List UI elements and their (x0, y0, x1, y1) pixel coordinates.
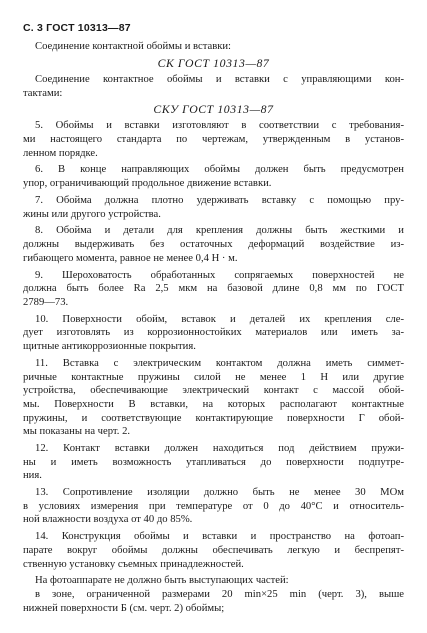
text-line: ственную установку съемных принадлежностей. (23, 558, 244, 570)
clause-8 (23, 224, 404, 265)
designation-cku: СКУ ГОСТ 10313—87 (153, 103, 274, 117)
clause-7 (23, 194, 404, 221)
text-line: должны выдерживать без остаточных деформаций воздействие из- (23, 239, 404, 251)
clause-6 (23, 163, 404, 190)
text-line: жины или другого устройства. (23, 208, 161, 220)
text-line: 7. Обойма должна плотно удерживать вставку с помощью пру- (35, 194, 404, 206)
text-line: 14. Конструкция обоймы и вставки и пространство на фотоап- (35, 531, 404, 543)
text-line: пружины, и соответствующие контактирующие поверхности Г обой- (23, 412, 404, 424)
text-line: 10. Поверхности обойм, вставок и деталей их крепления сле- (35, 313, 404, 325)
clause-5 (23, 119, 404, 160)
text-line: мы показаны на черт. 2. (23, 426, 131, 438)
text-line: нижней поверхности Б (см. черт. 2) обоймы; (23, 602, 225, 614)
text-line: дует изготовлять из коррозионностойких материалов или иметь за- (23, 327, 404, 339)
text-line: 6. В конце направляющих обоймы должен быть предусмотрен (35, 164, 404, 176)
text-line: 11. Вставка с электрическим контактом должна иметь симмет- (35, 357, 404, 369)
page-header: С. 3 ГОСТ 10313—87 (23, 22, 131, 34)
text-line: На фотоаппарате не должно быть выступающих частей: (35, 575, 289, 587)
text-line: 12. Контакт вставки должен находиться под действием пружи- (35, 443, 404, 455)
text-line: должна быть более Ra 2,5 мкм на базовой длине 0,8 мм по ГОСТ (23, 283, 404, 295)
text-line: ны и иметь возможность утапливаться до поверхности подпутре- (23, 456, 404, 468)
text-line: ной влажности воздуха от 40 до 85%. (23, 514, 193, 526)
clause-9 (23, 269, 404, 310)
text-line: в условиях измерения при температуре от 0 до 40°С и относитель- (23, 500, 404, 512)
text-line: мы. Поверхности В вставки, на которых располагают контактные (23, 398, 404, 410)
text-line: 2789—73. (23, 296, 69, 308)
text-line: 5. Обоймы и вставки изготовляют в соответствии с требования- (35, 120, 404, 132)
clause-12 (23, 442, 404, 483)
text-line: упор, ограничивающий продольное движение вставки. (23, 178, 272, 190)
clause-14 (23, 530, 404, 571)
clause-13 (23, 486, 404, 527)
text-line: щитные антикоррозионные покрытия. (23, 341, 196, 353)
text-line: устройства, обеспечивающие электрический контакт с массой обой- (23, 385, 404, 397)
designation-ck: СК ГОСТ 10313—87 (157, 56, 270, 70)
text-line: 9. Шероховатость обработанных сопрягаемых поверхностей не (35, 269, 404, 281)
text-line: Соединение контактной обоймы и вставки: (35, 41, 232, 52)
text-line: тактами: (23, 87, 63, 99)
text-line: 8. Обойма и детали для крепления должны быть жесткими и (35, 225, 404, 237)
text-line: ми настоящего стандарта по чертежам, утвержденным в установ- (23, 134, 404, 145)
paragraph-connection-1 (23, 40, 404, 54)
text-line: парате вокруг обоймы должны обеспечивать легкую и беспрепят- (23, 544, 404, 556)
text-line: в зоне, ограниченной размерами 20 min×25 min (черт. 3), выше (35, 589, 404, 601)
paragraph-connection-2 (23, 73, 404, 100)
text-line: 13. Сопротивление изоляции должно быть не менее 30 МОм (35, 487, 404, 499)
clause-11 (23, 357, 404, 439)
text-line: ричные контактные пружины силой не менее 1 Н или другие (23, 371, 404, 383)
text-line: Соединение контактное обоймы и вставки с управляющими кон- (35, 73, 404, 85)
text-line: ния. (23, 470, 42, 482)
clause-10 (23, 313, 404, 354)
text-line: гибающего момента, равное не менее 0,4 Н · м. (23, 252, 238, 264)
clause-14-continuation (23, 574, 404, 615)
text-line: ленном порядке. (23, 147, 98, 159)
